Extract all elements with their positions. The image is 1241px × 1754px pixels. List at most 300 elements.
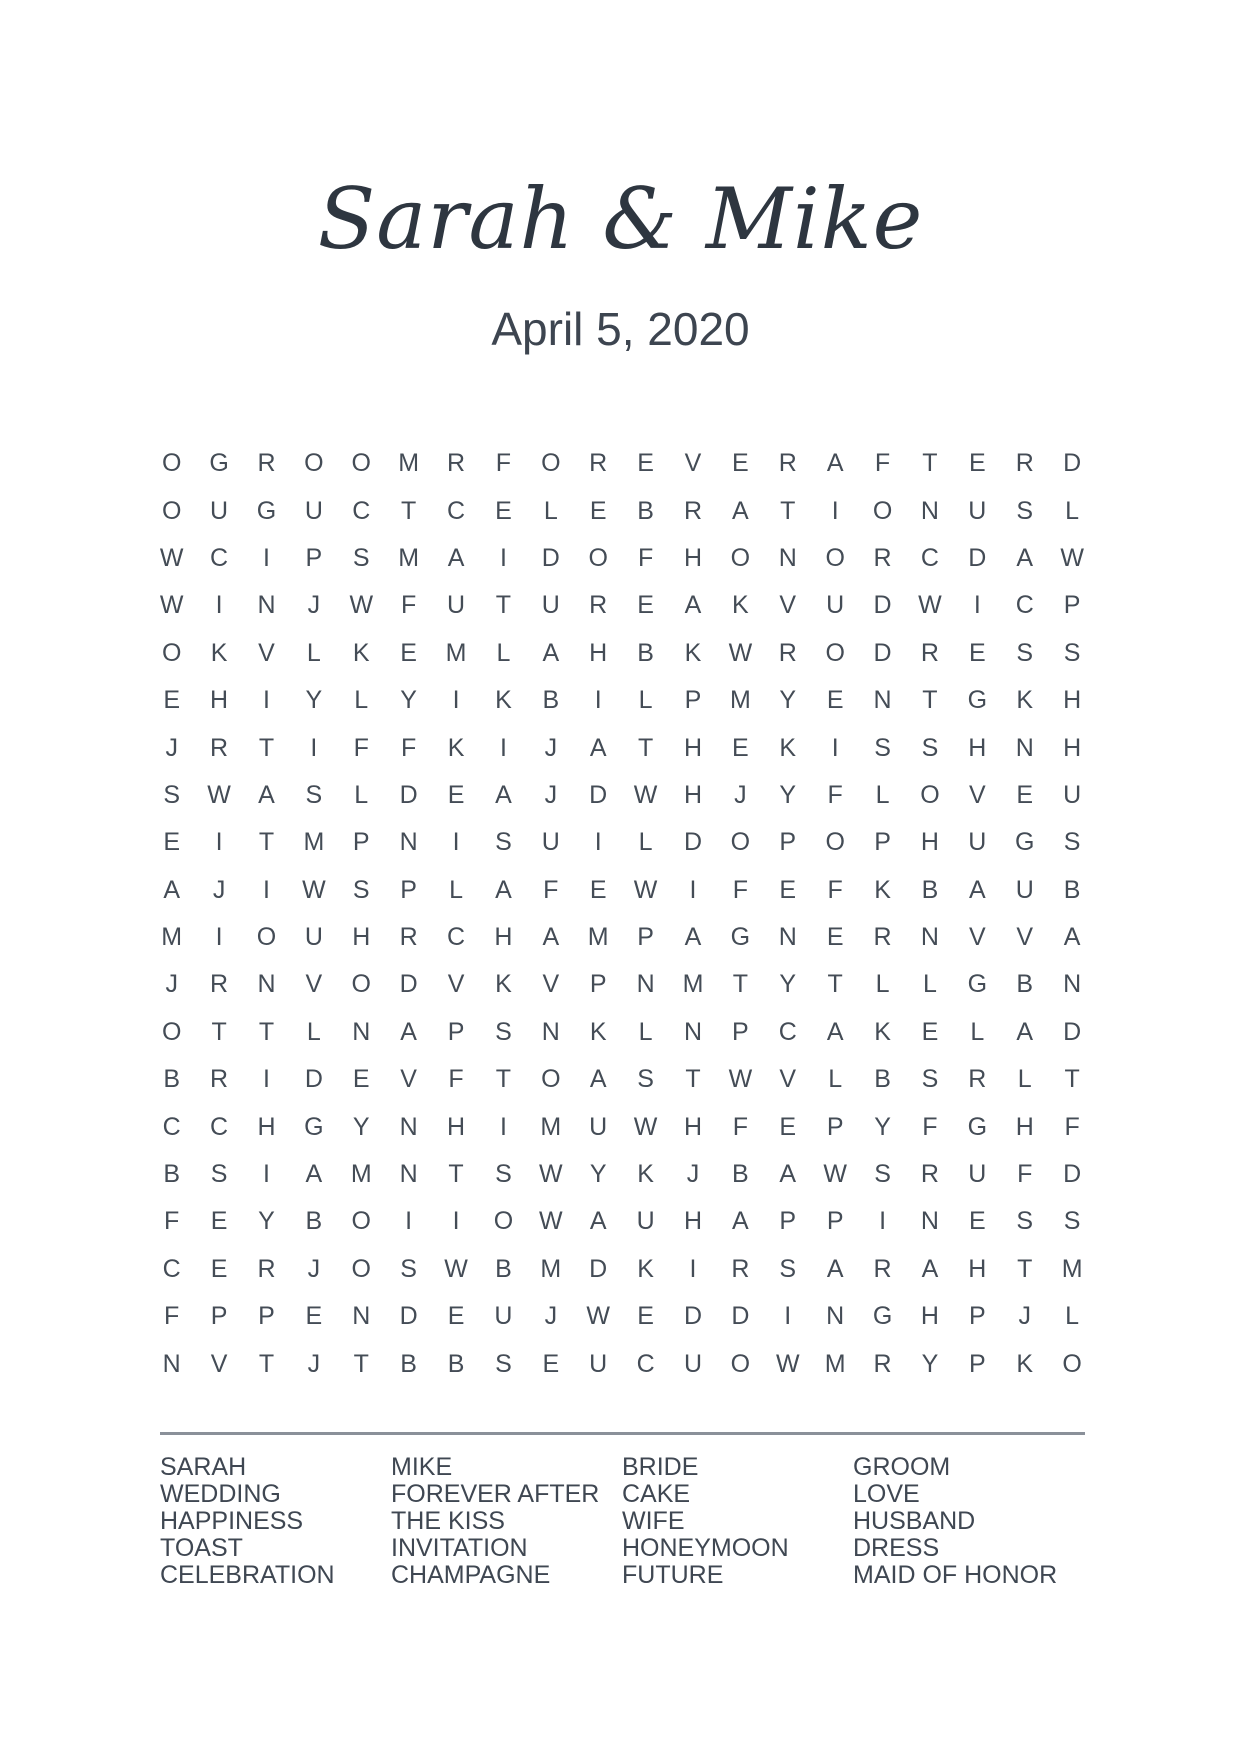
grid-cell[interactable]: A — [826, 1254, 844, 1283]
grid-cell[interactable]: E — [589, 496, 607, 525]
grid-cell[interactable]: L — [875, 780, 890, 809]
grid-cell[interactable]: W — [586, 1302, 611, 1331]
grid-cell[interactable]: W — [539, 1207, 563, 1236]
grid-cell[interactable]: L — [922, 970, 937, 999]
grid-cell[interactable]: K — [874, 1017, 891, 1046]
grid-cell[interactable]: S — [921, 733, 939, 762]
grid-cell[interactable]: L — [543, 496, 558, 525]
grid-cell[interactable]: R — [683, 496, 703, 525]
grid-cell[interactable]: L — [496, 638, 511, 667]
grid-cell[interactable]: B — [163, 1160, 181, 1189]
grid-cell[interactable]: J — [212, 875, 226, 904]
grid-cell[interactable]: G — [256, 496, 277, 525]
grid-cell[interactable]: E — [447, 1302, 465, 1331]
grid-cell[interactable]: M — [682, 970, 704, 999]
grid-cell[interactable]: A — [163, 875, 181, 904]
grid-cell[interactable]: L — [354, 780, 369, 809]
grid-cell[interactable]: I — [973, 591, 981, 620]
grid-cell[interactable]: E — [732, 733, 749, 762]
grid-cell[interactable]: K — [210, 638, 228, 667]
grid-cell[interactable]: M — [1061, 1254, 1083, 1283]
grid-cell[interactable]: A — [684, 591, 702, 620]
grid-cell[interactable]: T — [495, 591, 512, 620]
grid-cell[interactable]: E — [400, 638, 417, 667]
grid-cell[interactable]: I — [263, 875, 270, 904]
grid-cell[interactable]: M — [729, 686, 751, 715]
grid-cell[interactable]: R — [257, 449, 276, 478]
grid-cell[interactable]: C — [778, 1017, 797, 1046]
grid-cell[interactable]: U — [304, 496, 323, 525]
grid-cell[interactable]: E — [542, 1349, 560, 1378]
grid-cell[interactable]: F — [448, 1065, 464, 1094]
grid-cell[interactable]: S — [400, 1254, 417, 1283]
grid-cell[interactable]: T — [922, 449, 938, 478]
grid-cell[interactable]: R — [257, 1254, 276, 1283]
grid-cell[interactable]: S — [921, 1065, 939, 1094]
grid-cell[interactable]: M — [398, 543, 420, 572]
grid-cell[interactable]: F — [353, 733, 369, 762]
grid-cell[interactable]: I — [215, 591, 223, 620]
grid-cell[interactable]: P — [305, 543, 323, 572]
grid-cell[interactable]: M — [587, 923, 609, 952]
grid-cell[interactable]: L — [875, 970, 890, 999]
grid-cell[interactable]: W — [302, 875, 326, 904]
grid-cell[interactable]: H — [447, 1112, 466, 1141]
grid-cell[interactable]: A — [826, 449, 844, 478]
grid-cell[interactable]: I — [499, 1112, 507, 1141]
grid-cell[interactable]: S — [495, 1160, 512, 1189]
grid-cell[interactable]: P — [400, 875, 417, 904]
grid-cell[interactable]: S — [495, 828, 512, 857]
grid-cell[interactable]: B — [1063, 875, 1081, 904]
grid-cell[interactable]: W — [539, 1160, 563, 1189]
grid-cell[interactable]: W — [633, 875, 658, 904]
grid-cell[interactable]: I — [784, 1302, 792, 1331]
grid-cell[interactable]: O — [351, 970, 371, 999]
grid-cell[interactable]: F — [1017, 1160, 1033, 1189]
grid-cell[interactable]: R — [873, 1349, 892, 1378]
grid-cell[interactable]: R — [447, 449, 466, 478]
grid-cell[interactable]: H — [968, 1254, 987, 1283]
grid-cell[interactable]: G — [967, 970, 988, 999]
grid-cell[interactable]: M — [540, 1254, 562, 1283]
grid-cell[interactable]: I — [405, 1207, 413, 1236]
grid-cell[interactable]: E — [732, 449, 749, 478]
grid-cell[interactable]: V — [258, 638, 275, 667]
grid-cell[interactable]: J — [544, 780, 558, 809]
grid-cell[interactable]: B — [637, 638, 654, 667]
grid-cell[interactable]: N — [541, 1017, 560, 1046]
grid-cell[interactable]: A — [589, 1207, 607, 1236]
grid-cell[interactable]: L — [449, 875, 463, 904]
grid-cell[interactable]: D — [1063, 449, 1082, 478]
grid-cell[interactable]: U — [968, 496, 987, 525]
grid-cell[interactable]: R — [1015, 449, 1034, 478]
grid-cell[interactable]: O — [920, 780, 940, 809]
grid-cell[interactable]: S — [874, 733, 891, 762]
grid-cell[interactable]: Y — [874, 1112, 891, 1141]
grid-cell[interactable]: H — [683, 1112, 703, 1141]
grid-cell[interactable]: R — [731, 1254, 750, 1283]
grid-cell[interactable]: I — [831, 733, 839, 762]
grid-cell[interactable]: S — [495, 1017, 512, 1046]
grid-cell[interactable]: J — [544, 733, 558, 762]
grid-cell[interactable]: I — [452, 828, 460, 857]
grid-cell[interactable]: S — [1063, 828, 1081, 857]
grid-cell[interactable]: F — [164, 1302, 180, 1331]
grid-cell[interactable]: W — [728, 1065, 753, 1094]
grid-cell[interactable]: N — [399, 1160, 418, 1189]
grid-cell[interactable]: A — [495, 875, 512, 904]
grid-cell[interactable]: O — [304, 449, 324, 478]
grid-cell[interactable]: B — [495, 1254, 512, 1283]
grid-cell[interactable]: A — [589, 733, 607, 762]
letter-grid[interactable] — [148, 440, 1088, 1388]
grid-cell[interactable]: B — [163, 1065, 181, 1094]
grid-cell[interactable]: E — [163, 686, 181, 715]
grid-cell[interactable]: M — [398, 449, 420, 478]
grid-cell[interactable]: K — [495, 686, 512, 715]
grid-cell[interactable]: N — [778, 923, 797, 952]
grid-cell[interactable]: E — [968, 638, 986, 667]
grid-cell[interactable]: H — [352, 923, 371, 952]
grid-cell[interactable]: I — [263, 1160, 270, 1189]
grid-cell[interactable]: A — [732, 1207, 749, 1236]
grid-cell[interactable]: W — [823, 1160, 847, 1189]
grid-cell[interactable]: P — [1063, 591, 1081, 620]
grid-cell[interactable]: U — [826, 591, 845, 620]
grid-cell[interactable]: F — [495, 449, 512, 478]
grid-cell[interactable]: V — [542, 970, 560, 999]
grid-cell[interactable]: A — [542, 638, 560, 667]
grid-cell[interactable]: D — [1063, 1160, 1082, 1189]
grid-cell[interactable]: S — [1063, 1207, 1081, 1236]
grid-cell[interactable]: S — [1063, 638, 1081, 667]
grid-cell[interactable]: D — [873, 638, 892, 667]
grid-cell[interactable]: L — [306, 638, 321, 667]
grid-cell[interactable]: N — [920, 923, 939, 952]
grid-cell[interactable]: F — [827, 780, 843, 809]
grid-cell[interactable]: F — [543, 875, 559, 904]
grid-cell[interactable]: N — [257, 591, 276, 620]
grid-cell[interactable]: E — [779, 875, 797, 904]
grid-cell[interactable]: A — [1016, 543, 1034, 572]
grid-cell[interactable]: Y — [921, 1349, 939, 1378]
grid-cell[interactable]: R — [873, 543, 892, 572]
grid-cell[interactable]: N — [920, 496, 939, 525]
grid-cell[interactable]: E — [447, 780, 465, 809]
grid-cell[interactable]: C — [636, 1349, 655, 1378]
grid-cell[interactable]: Y — [589, 1160, 607, 1189]
grid-cell[interactable]: U — [447, 591, 466, 620]
grid-cell[interactable]: S — [1016, 496, 1034, 525]
grid-cell[interactable]: P — [968, 1302, 986, 1331]
grid-cell[interactable]: P — [968, 1349, 986, 1378]
grid-cell[interactable]: T — [637, 733, 654, 762]
grid-cell[interactable]: C — [1015, 591, 1034, 620]
grid-cell[interactable]: U — [683, 1349, 703, 1378]
grid-cell[interactable]: L — [354, 686, 369, 715]
grid-cell[interactable]: Y — [258, 1207, 275, 1236]
grid-cell[interactable]: L — [970, 1017, 985, 1046]
grid-cell[interactable]: K — [495, 970, 512, 999]
grid-cell[interactable]: C — [210, 1112, 229, 1141]
grid-cell[interactable]: F — [732, 1112, 749, 1141]
grid-cell[interactable]: B — [447, 1349, 465, 1378]
grid-cell[interactable]: N — [1063, 970, 1082, 999]
grid-cell[interactable]: A — [400, 1017, 417, 1046]
grid-cell[interactable]: A — [1063, 923, 1081, 952]
grid-cell[interactable]: N — [920, 1207, 939, 1236]
grid-cell[interactable]: I — [689, 875, 697, 904]
grid-cell[interactable]: P — [779, 828, 797, 857]
grid-cell[interactable]: P — [637, 923, 654, 952]
grid-cell[interactable]: V — [1016, 923, 1034, 952]
grid-cell[interactable]: T — [780, 496, 796, 525]
grid-cell[interactable]: J — [307, 591, 321, 620]
grid-cell[interactable]: A — [589, 1065, 607, 1094]
grid-cell[interactable]: V — [779, 591, 797, 620]
grid-cell[interactable]: D — [399, 1302, 418, 1331]
grid-cell[interactable]: A — [921, 1254, 939, 1283]
grid-cell[interactable]: C — [210, 543, 229, 572]
grid-cell[interactable]: K — [684, 638, 702, 667]
grid-cell[interactable]: S — [637, 1065, 654, 1094]
grid-cell[interactable]: E — [210, 1254, 228, 1283]
grid-cell[interactable]: P — [874, 828, 891, 857]
grid-cell[interactable]: E — [921, 1017, 939, 1046]
grid-cell[interactable]: I — [452, 686, 460, 715]
grid-cell[interactable]: G — [967, 686, 988, 715]
grid-cell[interactable]: E — [352, 1065, 370, 1094]
grid-cell[interactable]: K — [1016, 1349, 1034, 1378]
grid-cell[interactable]: W — [728, 638, 753, 667]
grid-cell[interactable]: D — [589, 780, 608, 809]
grid-cell[interactable]: Y — [779, 970, 797, 999]
grid-cell[interactable]: O — [825, 543, 845, 572]
grid-cell[interactable]: N — [399, 828, 418, 857]
grid-cell[interactable]: G — [209, 449, 229, 478]
grid-cell[interactable]: P — [779, 1207, 797, 1236]
grid-cell[interactable]: M — [303, 828, 325, 857]
grid-cell[interactable]: T — [922, 686, 938, 715]
grid-cell[interactable]: A — [542, 923, 560, 952]
grid-cell[interactable]: A — [779, 1160, 797, 1189]
grid-cell[interactable]: Y — [400, 686, 417, 715]
grid-cell[interactable]: O — [541, 1065, 561, 1094]
grid-cell[interactable]: E — [1016, 780, 1034, 809]
grid-cell[interactable]: O — [588, 543, 608, 572]
grid-cell[interactable]: N — [399, 1112, 418, 1141]
grid-cell[interactable]: A — [1016, 1017, 1034, 1046]
grid-cell[interactable]: I — [594, 686, 602, 715]
grid-cell[interactable]: T — [258, 1349, 275, 1378]
grid-cell[interactable]: L — [638, 828, 653, 857]
grid-cell[interactable]: I — [215, 923, 223, 952]
grid-cell[interactable]: R — [210, 1065, 229, 1094]
grid-cell[interactable]: S — [495, 1349, 512, 1378]
grid-cell[interactable]: T — [1017, 1254, 1033, 1283]
grid-cell[interactable]: I — [263, 686, 270, 715]
grid-cell[interactable]: G — [730, 923, 751, 952]
grid-cell[interactable]: N — [778, 543, 797, 572]
grid-cell[interactable]: Y — [779, 780, 797, 809]
grid-cell[interactable]: U — [1063, 780, 1082, 809]
grid-cell[interactable]: D — [541, 543, 560, 572]
grid-cell[interactable]: I — [263, 543, 270, 572]
grid-cell[interactable]: E — [589, 875, 607, 904]
grid-cell[interactable]: P — [589, 970, 607, 999]
grid-cell[interactable]: K — [637, 1160, 654, 1189]
grid-cell[interactable]: A — [732, 496, 749, 525]
grid-cell[interactable]: V — [447, 970, 465, 999]
grid-cell[interactable]: H — [683, 780, 703, 809]
grid-cell[interactable]: S — [874, 1160, 891, 1189]
grid-cell[interactable]: E — [779, 1112, 797, 1141]
grid-cell[interactable]: H — [683, 543, 703, 572]
grid-cell[interactable]: N — [162, 1349, 181, 1378]
grid-cell[interactable]: K — [732, 591, 749, 620]
grid-cell[interactable]: M — [350, 1160, 372, 1189]
grid-cell[interactable]: Y — [779, 686, 797, 715]
grid-cell[interactable]: A — [305, 1160, 323, 1189]
grid-cell[interactable]: H — [257, 1112, 276, 1141]
grid-cell[interactable]: W — [349, 591, 374, 620]
grid-cell[interactable]: E — [210, 1207, 228, 1236]
grid-cell[interactable]: P — [352, 828, 370, 857]
grid-cell[interactable]: D — [399, 780, 418, 809]
grid-cell[interactable]: O — [161, 449, 182, 478]
grid-cell[interactable]: U — [494, 1302, 513, 1331]
grid-cell[interactable]: U — [589, 1112, 608, 1141]
grid-cell[interactable]: H — [1063, 686, 1082, 715]
grid-cell[interactable]: H — [589, 638, 608, 667]
grid-cell[interactable]: B — [732, 1160, 749, 1189]
grid-cell[interactable]: D — [968, 543, 987, 572]
grid-cell[interactable]: O — [161, 638, 182, 667]
grid-cell[interactable]: W — [159, 591, 184, 620]
grid-cell[interactable]: P — [210, 1302, 228, 1331]
grid-cell[interactable]: J — [307, 1254, 321, 1283]
grid-cell[interactable]: I — [831, 496, 839, 525]
grid-cell[interactable]: U — [589, 1349, 608, 1378]
grid-cell[interactable]: M — [445, 638, 467, 667]
grid-cell[interactable]: W — [1060, 543, 1084, 572]
grid-cell[interactable]: W — [918, 591, 942, 620]
grid-cell[interactable]: G — [967, 1112, 988, 1141]
grid-cell[interactable]: K — [779, 733, 797, 762]
grid-cell[interactable]: R — [589, 591, 608, 620]
grid-cell[interactable]: W — [633, 780, 658, 809]
grid-cell[interactable]: R — [589, 449, 608, 478]
grid-cell[interactable]: E — [826, 686, 844, 715]
grid-cell[interactable]: T — [258, 1017, 275, 1046]
grid-cell[interactable]: I — [499, 543, 507, 572]
grid-cell[interactable]: G — [1015, 828, 1035, 857]
grid-cell[interactable]: S — [163, 780, 181, 809]
grid-cell[interactable]: D — [589, 1254, 608, 1283]
grid-cell[interactable]: L — [1065, 496, 1080, 525]
grid-cell[interactable]: F — [637, 543, 654, 572]
grid-cell[interactable]: A — [495, 780, 512, 809]
grid-cell[interactable]: F — [922, 1112, 938, 1141]
grid-cell[interactable]: U — [636, 1207, 655, 1236]
grid-cell[interactable]: F — [732, 875, 749, 904]
grid-cell[interactable]: L — [638, 686, 653, 715]
grid-cell[interactable]: W — [159, 543, 184, 572]
grid-cell[interactable]: D — [399, 970, 418, 999]
grid-cell[interactable]: V — [968, 780, 986, 809]
grid-cell[interactable]: U — [541, 828, 560, 857]
grid-cell[interactable]: D — [873, 591, 892, 620]
grid-cell[interactable]: O — [730, 828, 751, 857]
grid-cell[interactable]: L — [1017, 1065, 1032, 1094]
grid-cell[interactable]: H — [920, 1302, 939, 1331]
grid-cell[interactable]: P — [732, 1017, 749, 1046]
grid-cell[interactable]: T — [258, 828, 275, 857]
grid-cell[interactable]: F — [401, 591, 417, 620]
grid-cell[interactable]: T — [1064, 1065, 1080, 1094]
grid-cell[interactable]: I — [263, 1065, 270, 1094]
grid-cell[interactable]: B — [400, 1349, 417, 1378]
grid-cell[interactable]: P — [826, 1112, 844, 1141]
grid-cell[interactable]: O — [256, 923, 277, 952]
grid-cell[interactable]: L — [306, 1017, 321, 1046]
grid-cell[interactable]: S — [779, 1254, 797, 1283]
grid-cell[interactable]: R — [873, 923, 892, 952]
grid-cell[interactable]: E — [305, 1302, 323, 1331]
grid-cell[interactable]: H — [920, 828, 939, 857]
grid-cell[interactable]: E — [826, 923, 844, 952]
grid-cell[interactable]: H — [494, 923, 513, 952]
grid-cell[interactable]: D — [731, 1302, 750, 1331]
grid-cell[interactable]: D — [304, 1065, 323, 1094]
grid-cell[interactable]: A — [826, 1017, 844, 1046]
grid-cell[interactable]: J — [734, 780, 747, 809]
grid-cell[interactable]: O — [351, 1254, 371, 1283]
grid-cell[interactable]: S — [210, 1160, 228, 1189]
grid-cell[interactable]: Y — [352, 1112, 370, 1141]
grid-cell[interactable]: N — [257, 970, 276, 999]
grid-cell[interactable]: H — [210, 686, 229, 715]
grid-cell[interactable]: N — [873, 686, 892, 715]
grid-cell[interactable]: O — [161, 496, 182, 525]
grid-cell[interactable]: P — [826, 1207, 844, 1236]
grid-cell[interactable]: C — [162, 1254, 181, 1283]
grid-cell[interactable]: B — [874, 1065, 891, 1094]
grid-cell[interactable]: N — [352, 1017, 371, 1046]
grid-cell[interactable]: J — [165, 733, 178, 762]
grid-cell[interactable]: S — [305, 780, 323, 809]
grid-cell[interactable]: R — [920, 1160, 939, 1189]
grid-cell[interactable]: V — [210, 1349, 228, 1378]
grid-cell[interactable]: R — [210, 970, 229, 999]
grid-cell[interactable]: I — [310, 733, 318, 762]
grid-cell[interactable]: K — [1016, 686, 1034, 715]
grid-cell[interactable]: T — [827, 970, 843, 999]
grid-cell[interactable]: T — [685, 1065, 701, 1094]
grid-cell[interactable]: T — [401, 496, 417, 525]
grid-cell[interactable]: F — [401, 733, 417, 762]
grid-cell[interactable]: N — [1015, 733, 1034, 762]
grid-cell[interactable]: W — [207, 780, 231, 809]
grid-cell[interactable]: I — [879, 1207, 887, 1236]
grid-cell[interactable]: E — [637, 591, 654, 620]
grid-cell[interactable]: I — [452, 1207, 460, 1236]
grid-cell[interactable]: J — [686, 1160, 700, 1189]
grid-cell[interactable]: L — [1065, 1302, 1080, 1331]
grid-cell[interactable]: V — [968, 923, 986, 952]
